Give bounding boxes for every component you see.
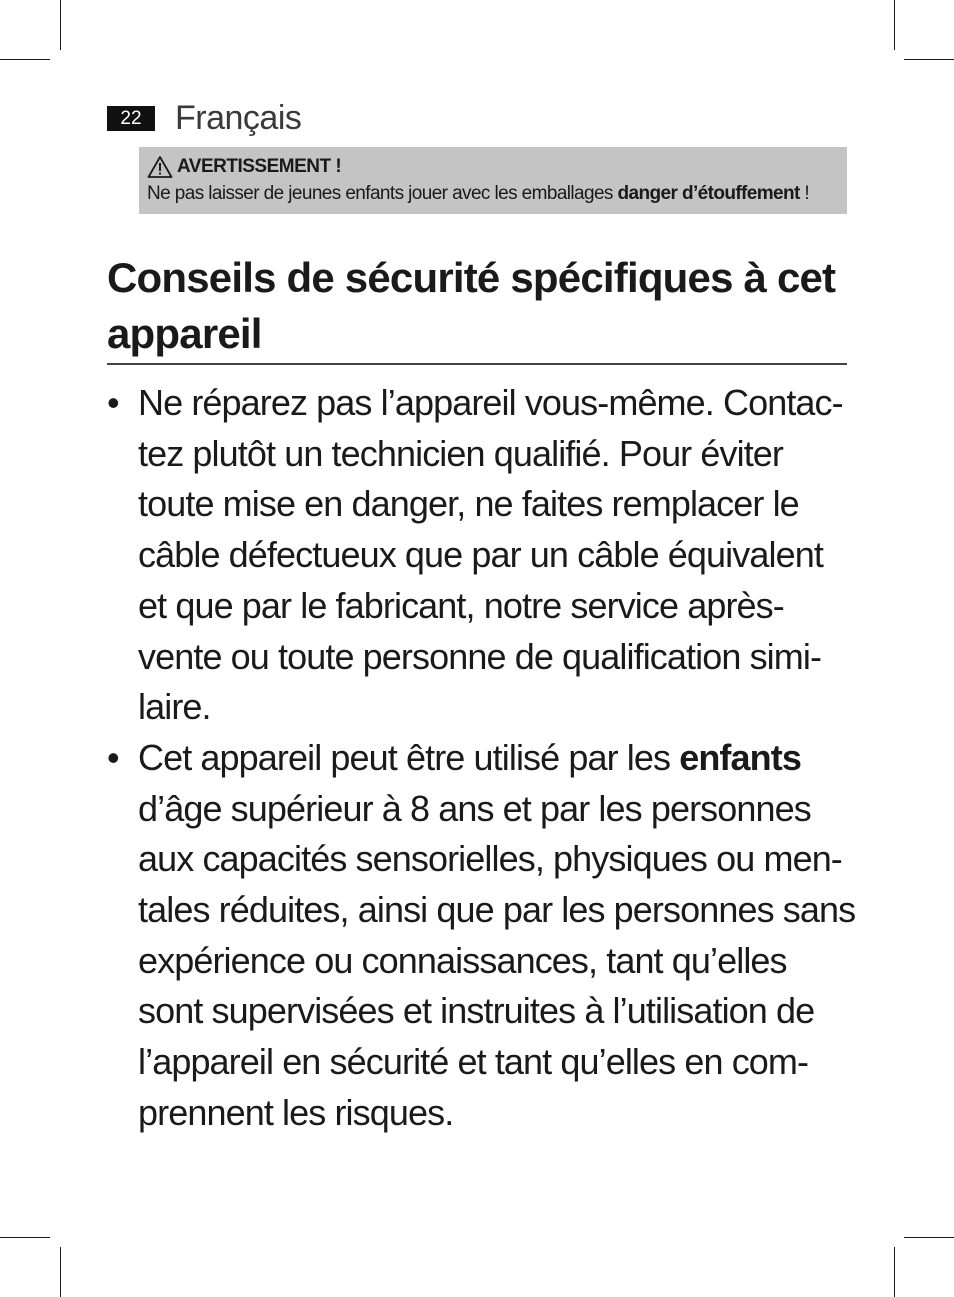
crop-mark-bottom-left-horizontal: [0, 1237, 50, 1238]
title-divider: [107, 363, 847, 365]
bullet-dot: •: [107, 382, 119, 423]
bullet-2-emphasis: enfants: [679, 736, 801, 778]
bullet-dot: •: [107, 736, 119, 778]
bullet-item-2: [107, 733, 856, 1139]
crop-mark-bottom-right-horizontal: [904, 1237, 954, 1238]
bullet-2-line-6: sont supervisées et instruites à l’utilisation de: [138, 990, 815, 1032]
warning-text-plain: Ne pas laisser de jeunes enfants jouer avec les emballages: [147, 183, 618, 204]
safety-bullet-list: [107, 378, 856, 1139]
bullet-2-line-3: aux capacités sensorielles, physiques ou men-: [138, 838, 842, 880]
warning-box: [139, 147, 847, 214]
warning-text-bold: danger d’étouffement: [617, 183, 800, 204]
bullet-1-line-2: tez plutôt un technicien qualifié. Pour éviter: [138, 432, 784, 474]
section-title-line-1: Conseils de sécurité spécifiques à cet: [107, 254, 836, 301]
crop-mark-bottom-left-vertical: [60, 1247, 61, 1297]
section-title: [107, 250, 847, 362]
page-header: [107, 98, 301, 138]
crop-mark-top-left-vertical: [60, 0, 61, 50]
bullet-item-1: [107, 378, 852, 733]
bullet-2-line-5: expérience ou connaissances, tant qu’elles: [138, 939, 787, 981]
bullet-1-line-6: vente ou toute personne de qualification simi-: [138, 635, 822, 677]
bullet-1-line-4: câble défectueux que par un câble équivalent: [138, 534, 823, 576]
bullet-2-line-4: tales réduites, ainsi que par les personnes sans: [138, 889, 856, 931]
section-title-line-2: appareil: [107, 310, 262, 357]
bullet-1-line-3: toute mise en danger, ne faites remplacer le: [138, 483, 799, 525]
bullet-2-line-7: l’appareil en sécurité et tant qu’elles en com-: [138, 1041, 809, 1083]
bullet-1-line-5: et que par le fabricant, notre service après-: [138, 584, 784, 626]
bullet-2-line-1-text: Cet appareil peut être utilisé par les: [138, 736, 680, 778]
crop-mark-top-left-horizontal: [0, 59, 50, 60]
bullet-2-line-8: prennent les risques.: [138, 1091, 454, 1133]
language-label: Français: [175, 98, 302, 137]
bullet-1-line-1: Ne réparez pas l’appareil vous-même. Contac-: [138, 382, 843, 423]
bullet-1-line-7: laire.: [138, 686, 211, 728]
page-number: 22: [107, 106, 155, 131]
warning-title-row: [147, 154, 839, 180]
warning-title: AVERTISSEMENT !: [177, 156, 342, 177]
crop-mark-bottom-right-vertical: [894, 1247, 895, 1297]
warning-text: [147, 183, 839, 205]
warning-text-end: !: [799, 183, 810, 204]
warning-triangle-icon: [147, 155, 173, 179]
bullet-2-line-1: [138, 733, 852, 784]
crop-mark-top-right-horizontal: [904, 59, 954, 60]
bullet-2-line-2: d’âge supérieur à 8 ans et par les personnes: [138, 787, 811, 829]
crop-mark-top-right-vertical: [894, 0, 895, 50]
